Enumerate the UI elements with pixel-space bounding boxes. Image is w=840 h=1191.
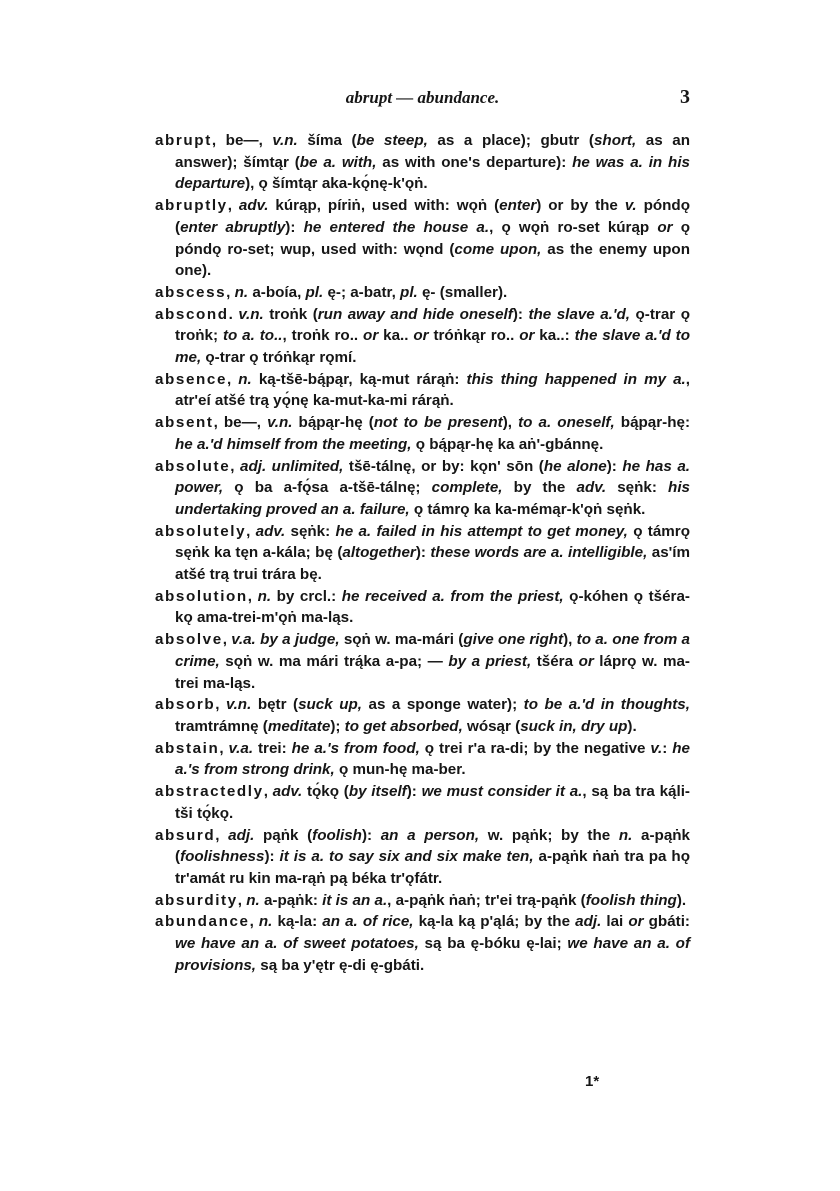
- entry-absurd: absurd, adj. pąṅk (foolish): an a person, w. pąṅk; by the n. a-pąṅk (foolishness): it is a. to say six and six make ten, a-pąṅk ṅaṅ tra pa hǫ tr'amát ru kin ma-rąṅ pą béka tr'ǫfátr.: [155, 826, 690, 887]
- entry-absence: absence, n. ką-tšē-bą́pąr, ką-mut rárąṅ: this thing happened in my a., atr'eí atšé trą yǫ́nę ka-mut-ka-mi rárąṅ.: [155, 370, 690, 410]
- entry-abruptly: abruptly, adv. kúrąp, píriṅ, used with: wǫṅ (enter) or by the v. póndǫ (enter abruptly): he entered the house a., ǫ wǫṅ ro-set kúrąp or ǫ póndǫ ro-set; wup, used with: wǫnd (come upon, as the enemy upon one).: [155, 197, 690, 280]
- entry-absolute: absolute, adj. unlimited, tšē-tálnę, or by: kǫn' sōn (he alone): he has a. power, ǫ ba a-fǫ́sa a-tšē-tálnę; complete, by the adv. sęṅk: his undertaking proved an a. failure, ǫ támrǫ ka ka-mémąr-k'ǫṅ sęṅk.: [155, 457, 690, 518]
- entry-absorb: absorb, v.n. bętr (suck up, as a sponge water); to be a.'d in thoughts, tramtrámnę (meditate); to get absorbed, wósąr (suck in, dry up).: [155, 696, 690, 735]
- entry-absent: absent, be—, v.n. bą́pąr-hę (not to be present), to a. oneself, bą́pąr-hę: he a.'d himself from the meeting, ǫ bą́pąr-hę ka aṅ'-gbánnę.: [155, 414, 691, 453]
- entry-abscond: abscond. v.n. troṅk (run away and hide oneself): the slave a.'d, ǫ-trar ǫ troṅk; to a. to.., troṅk ro.. or ka.. or tróṅkąr ro.. or ka..: the slave a.'d to me, ǫ-trar ǫ tróṅkąr rǫmí.: [155, 305, 690, 367]
- entry-abstain: abstain, v.a. trei: he a.'s from food, ǫ trei r'a ra-di; by the negative v.: he a.'s from strong drink, ǫ mun-hę ma-ber.: [155, 739, 690, 779]
- entry-list: [155, 130, 690, 976]
- entry-abscess: abscess, n. a-boía, pl. ę-; a-batr, pl. ę- (smaller).: [155, 283, 508, 301]
- entry-abrupt: abrupt, be—, v.n. šíma (be steep, as a place); gbutr (short, as an answer); šímtąr (be a. with, as with one's departure): he was a. in his departure), ǫ šímtąr aka-kǫ́nę-k'ǫṅ.: [155, 132, 690, 193]
- entry-absolutely: absolutely, adv. sęṅk: he a. failed in his attempt to get money, ǫ támrǫ sęṅk ka tęn a-kála; bę (altogether): these words are a. intelligible, as'ím atšé trą trui trára bę.: [155, 522, 690, 584]
- signature-mark: 1*: [585, 1073, 600, 1090]
- page-number: 3: [680, 86, 690, 108]
- entry-absolution: absolution, n. by crcl.: he received a. from the priest, ǫ-kóhen ǫ tšéra-kǫ ama-trei-m'ǫṅ ma-ląs.: [155, 587, 690, 627]
- entry-absolve: absolve, v.a. by a judge, sǫṅ w. ma-mári (give one right), to a. one from a crime, sǫṅ w. ma mári trą́ka a-pa; — by a priest, tšéra or láprǫ w. ma-trei ma-ląs.: [155, 631, 691, 692]
- entry-abstractedly: abstractedly, adv. tǫ́kǫ (by itself): we must consider it a., są ba tra ką́li-tši tǫ́kǫ.: [155, 783, 690, 822]
- entry-absurdity: absurdity, n. a-pąṅk: it is an a., a-pąṅk ṅaṅ; tr'ei trą-pąṅk (foolish thing).: [155, 891, 687, 909]
- running-head: abrupt — abundance.: [345, 88, 500, 107]
- page-header: [155, 88, 690, 114]
- entry-abundance: abundance, n. ką-la: an a. of rice, ką-la ką p'ąlá; by the adj. lai or gbáti: we have an a. of sweet potatoes, są ba ę-bóku ę-lai; we have an a. of provisions, są ba y'ętr ę-di ę-gbáti.: [155, 913, 690, 974]
